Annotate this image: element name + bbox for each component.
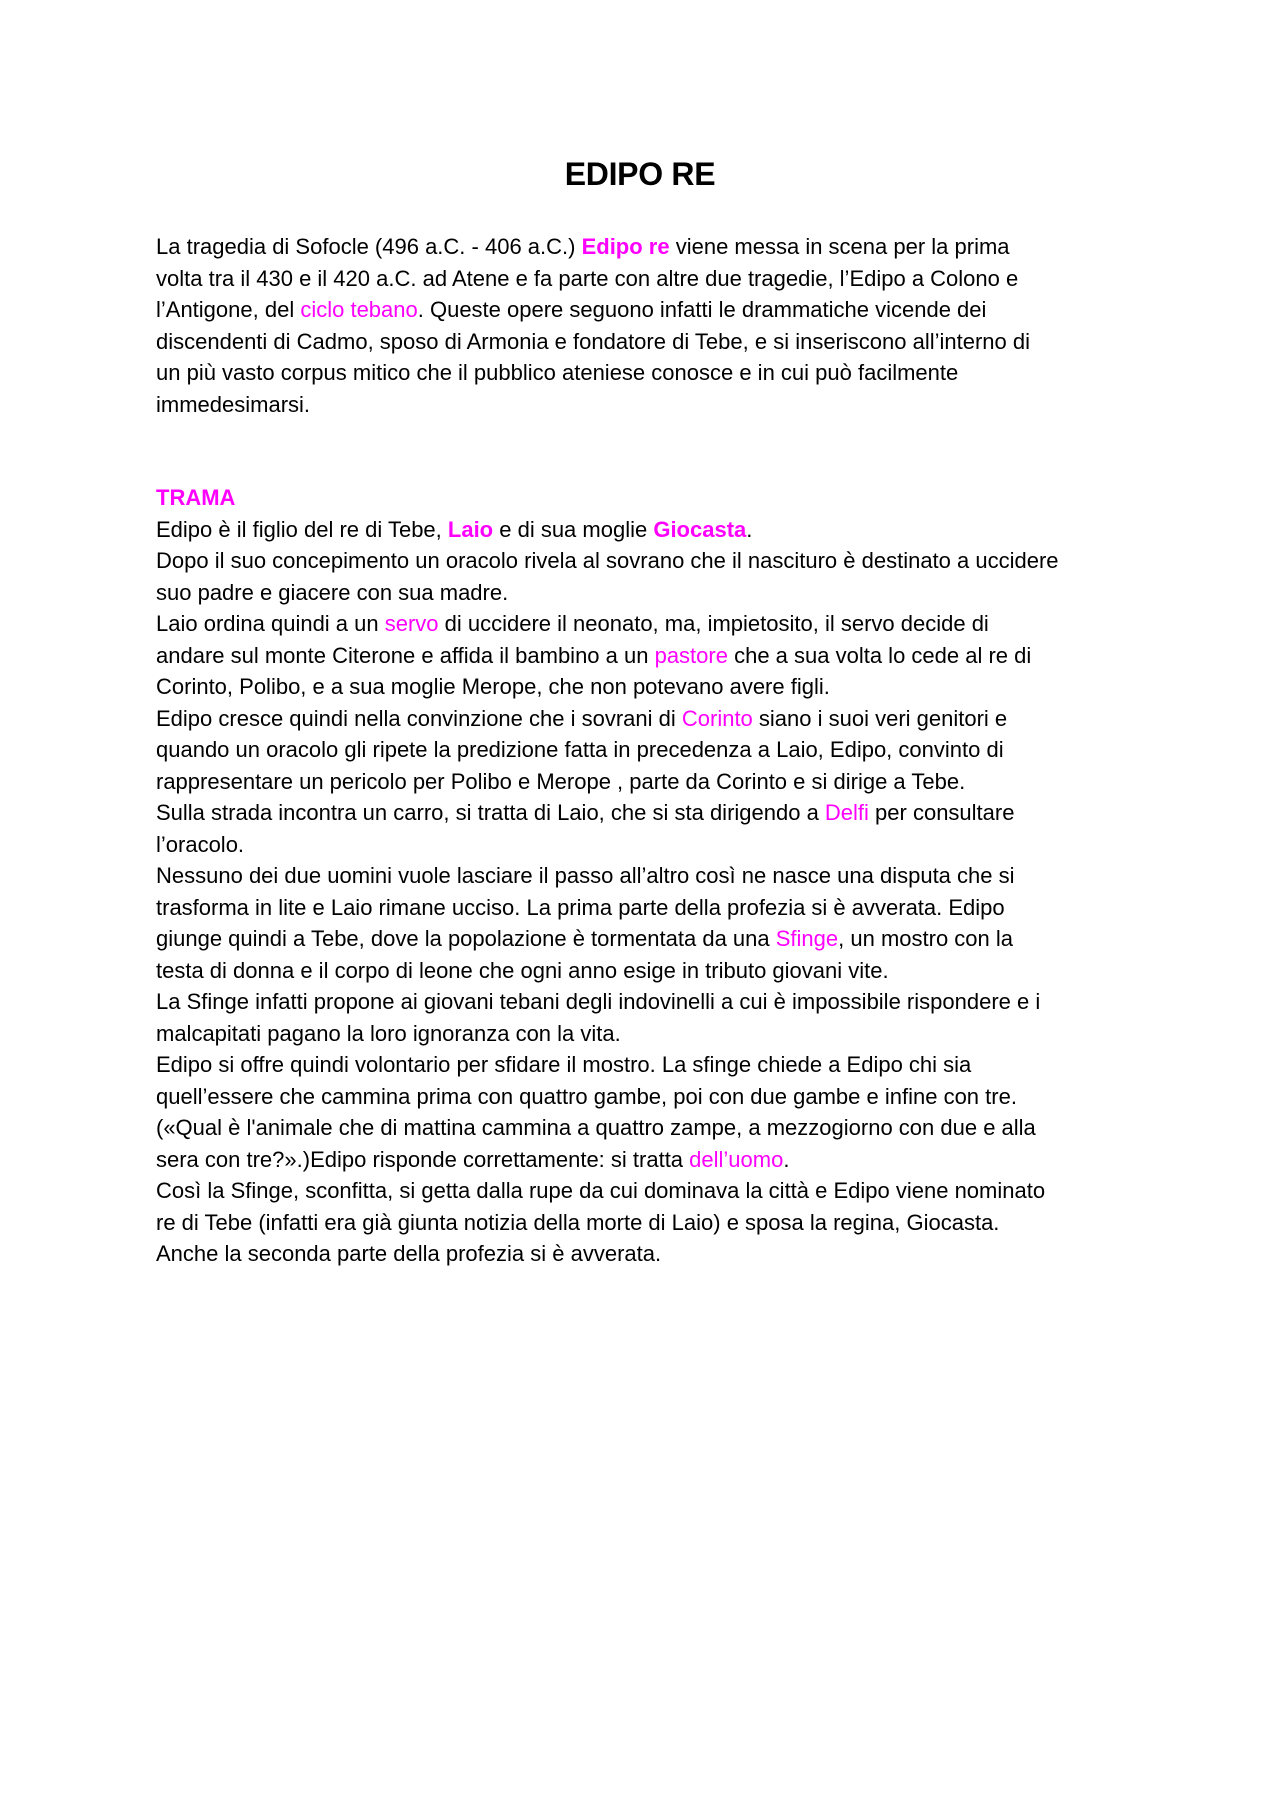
text-line [156, 1144, 1146, 1176]
text-line [156, 1207, 1146, 1239]
text-run: Laio ordina quindi a un [156, 611, 385, 636]
text-run: Edipo cresce quindi nella convinzione che i sovrani di [156, 705, 682, 731]
text-run: . [746, 516, 753, 542]
text-line [156, 1238, 1146, 1270]
text-run: Dopo il suo concepimento un oracolo rivela al sovrano che il nascituro è destinato a uccidere [156, 548, 1059, 573]
text-run: che a sua volta lo cede al re di [727, 642, 1032, 668]
page-title: EDIPO RE [564, 156, 716, 192]
text-line [156, 829, 1146, 861]
trama-paragraph [156, 514, 1146, 1270]
text-run: giunge quindi a Tebe, dove la popolazione è tormentata da una [156, 926, 776, 951]
highlighted-term: Edipo re [581, 234, 670, 259]
text-run: , un mostro con la [838, 926, 1014, 951]
text-line [156, 1081, 1146, 1113]
text-run: Edipo si offre quindi volontario per sfidare il mostro. La sfinge chiede a Edipo chi sia [156, 1052, 972, 1077]
text-run: Così la Sfinge, sconfitta, si getta dalla rupe da cui dominava la città e Edipo viene nominato [156, 1178, 1046, 1203]
text-run: sera con tre?».)Edipo risponde correttamente: si tratta [156, 1146, 690, 1172]
text-run: suo padre e giacere con sua madre. [156, 579, 509, 605]
text-run: La tragedia di Sofocle (496 a.C. - 406 a.C.) [156, 234, 582, 259]
text-run: Corinto, Polibo, e a sua moglie Merope, che non potevano avere figli. [156, 674, 830, 699]
text-run: re di Tebe (infatti era già giunta notizia della morte di Laio) e sposa la regina, Giocasta. [156, 1209, 1000, 1235]
highlighted-term: Delfi [824, 800, 869, 825]
section-heading-trama: TRAMA [156, 485, 236, 510]
text-run: Anche la seconda parte della profezia si è avverata. [156, 1241, 662, 1266]
text-line [156, 955, 1146, 987]
text-run: siano i suoi veri genitori e [752, 705, 1008, 731]
trama-section [156, 482, 1146, 1270]
text-run: discendenti di Cadmo, sposo di Armonia e fondatore di Tebe, e si inseriscono all’interno di [156, 328, 1030, 354]
highlighted-term: Laio [447, 516, 494, 542]
text-run: andare sul monte Citerone e affida il bambino a un [156, 642, 655, 668]
text-line [156, 640, 1146, 672]
text-run: trasforma in lite e Laio rimane ucciso. La prima parte della profezia si è avverata. Edipo [156, 894, 1005, 920]
text-run: malcapitati pagano la loro ignoranza con la vita. [156, 1020, 621, 1046]
highlighted-term: pastore [654, 642, 728, 668]
text-line [156, 1112, 1146, 1144]
text-line [156, 1018, 1146, 1050]
text-run: rappresentare un pericolo per Polibo e Merope , parte da Corinto e si dirige a Tebe. [156, 768, 966, 794]
text-line [156, 1175, 1146, 1207]
text-run: . Queste opere seguono infatti le drammatiche vicende dei [417, 297, 987, 322]
text-run: l’Antigone, del [156, 297, 301, 322]
text-line [156, 608, 1146, 640]
text-run: di uccidere il neonato, ma, impietosito, il servo decide di [438, 611, 989, 636]
text-line [156, 892, 1146, 924]
text-line [156, 734, 1146, 766]
text-line [156, 1049, 1146, 1081]
text-run: testa di donna e il corpo di leone che ogni anno esige in tributo giovani vite. [156, 957, 889, 983]
text-run: («Qual è l'animale che di mattina cammina a quattro zampe, a mezzogiorno con due e alla [156, 1115, 1036, 1140]
text-line [156, 326, 1146, 358]
text-run: l’oracolo. [156, 831, 245, 857]
highlighted-term: ciclo tebano [300, 297, 418, 322]
text-run: per consultare [868, 800, 1015, 825]
text-run: quell’essere che cammina prima con quattro gambe, poi con due gambe e infine con tre. [156, 1083, 1017, 1109]
highlighted-term: servo [384, 611, 439, 636]
highlighted-term: Sfinge [775, 926, 839, 951]
highlighted-term: dell’uomo [689, 1146, 784, 1172]
text-run: volta tra il 430 e il 420 a.C. ad Atene e fa parte con altre due tragedie, l’Edipo a Colono e [156, 265, 1019, 291]
text-line [156, 703, 1146, 735]
highlighted-term: Corinto [681, 705, 753, 731]
text-line [156, 231, 1146, 263]
text-line [156, 514, 1146, 546]
text-line [156, 263, 1146, 295]
text-run: quando un oracolo gli ripete la predizione fatta in precedenza a Laio, Edipo, convinto di [156, 737, 1004, 762]
text-run: viene messa in scena per la prima [669, 234, 1010, 259]
text-run: Nessuno dei due uomini vuole lasciare il passo all’altro così ne nasce una disputa che si [156, 863, 1015, 888]
text-line [156, 766, 1146, 798]
highlighted-term: Giocasta [653, 516, 747, 542]
intro-paragraph [156, 231, 1146, 420]
text-run: . [783, 1146, 790, 1172]
text-line [156, 389, 1146, 421]
text-line [156, 545, 1146, 577]
text-line [156, 797, 1146, 829]
text-line [156, 986, 1146, 1018]
text-line [156, 923, 1146, 955]
text-run: immedesimarsi. [156, 391, 311, 417]
text-run: Edipo è il figlio del re di Tebe, [156, 516, 448, 542]
text-run: un più vasto corpus mitico che il pubblico ateniese conosce e in cui può facilmente [156, 360, 959, 385]
text-line [156, 860, 1146, 892]
text-line [156, 577, 1146, 609]
text-run: e di sua moglie [493, 516, 654, 542]
text-run: Sulla strada incontra un carro, si tratta di Laio, che si sta dirigendo a [156, 800, 825, 825]
text-run: La Sfinge infatti propone ai giovani tebani degli indovinelli a cui è impossibile rispondere e i [156, 989, 1041, 1014]
text-line [156, 294, 1146, 326]
text-line [156, 357, 1146, 389]
text-line [156, 671, 1146, 703]
